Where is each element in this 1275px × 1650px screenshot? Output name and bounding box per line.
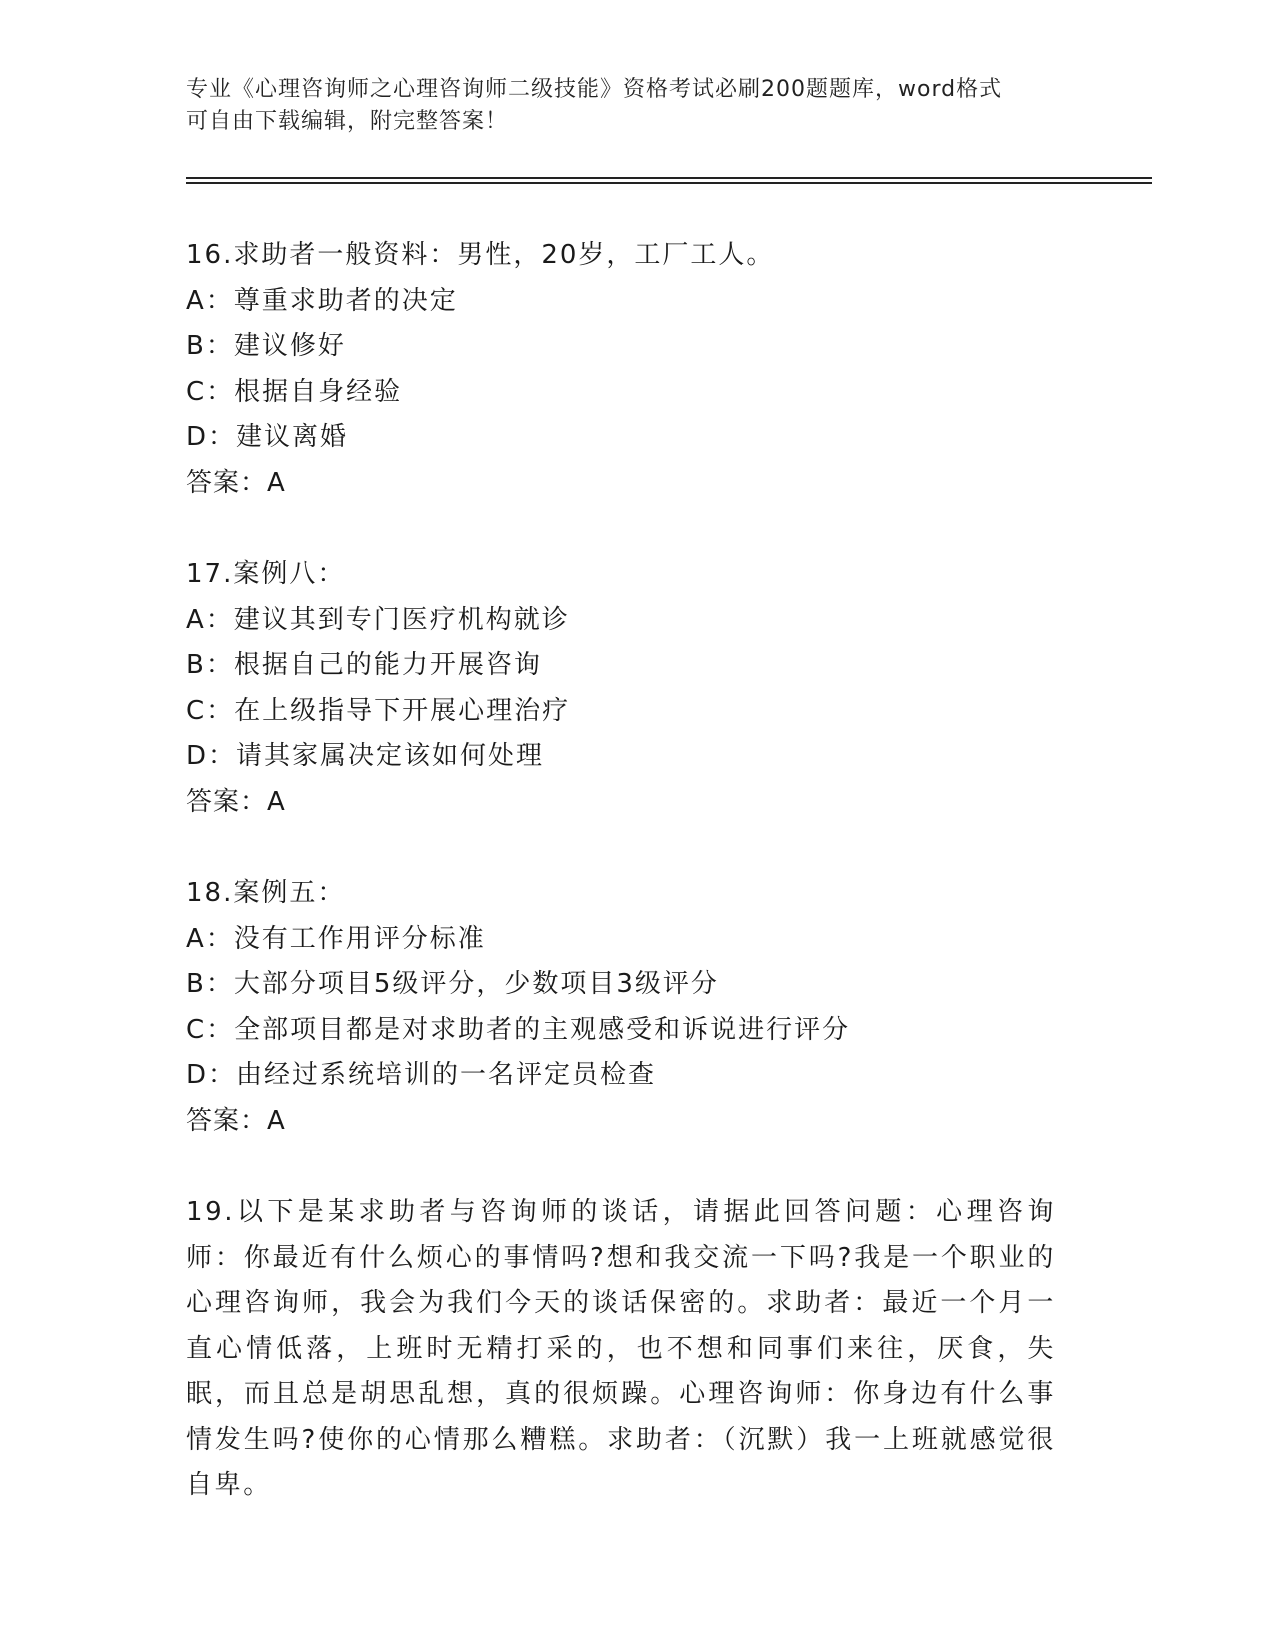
option-a: A：建议其到专门医疗机构就诊	[186, 604, 570, 635]
option-d: D：由经过系统培训的一名评定员检查	[186, 1060, 657, 1090]
option-c: C：根据自身经验	[186, 376, 403, 407]
question-19	[186, 1190, 1066, 1509]
question-18	[186, 871, 1066, 1144]
option-a: A：没有工作用评分标准	[186, 923, 486, 954]
option-d: D：建议离婚	[186, 422, 349, 452]
question-stem: 19.以下是某求助者与咨询师的谈话，请据此回答问题：心理咨询师：你最近有什么烦心的事情吗?想和我交流一下吗?我是一个职业的心理咨询师，我会为我们今天的谈话保密的。求助者：最近一个月一直心情低落，上班时无精打采的，也不想和同事们来往，厌食，失眠，而且总是胡思乱想，真的很烦躁。心理咨询师：你身边有什么事情发生吗?使你的心情那么糟糕。求助者：（沉默）我一上班就感觉很自卑。	[186, 1197, 1056, 1500]
header-line-1: 专业《心理咨询师之心理咨询师二级技能》资格考试必刷200题题库，word格式	[186, 77, 1003, 102]
question-stem: 18.案例五：	[186, 878, 346, 908]
option-b: B：大部分项目5级评分，少数项目3级评分	[186, 969, 719, 999]
question-16	[186, 233, 1066, 506]
option-a: A：尊重求助者的决定	[186, 285, 458, 316]
option-b: B：根据自己的能力开展咨询	[186, 650, 542, 680]
option-d: D：请其家属决定该如何处理	[186, 741, 545, 771]
header-divider-bottom	[186, 182, 1152, 184]
document-header	[186, 74, 1066, 138]
answer-label: 答案：A	[186, 467, 286, 498]
header-line-2: 可自由下载编辑，附完整答案！	[186, 109, 509, 134]
question-stem: 16.求助者一般资料：男性，20岁，工厂工人。	[186, 240, 775, 270]
question-17	[186, 552, 1066, 825]
answer-label: 答案：A	[186, 786, 286, 817]
question-stem: 17.案例八：	[186, 559, 346, 589]
header-divider-top	[186, 177, 1152, 179]
option-b: B：建议修好	[186, 331, 346, 361]
option-c: C：全部项目都是对求助者的主观感受和诉说进行评分	[186, 1014, 851, 1045]
answer-label: 答案：A	[186, 1105, 286, 1136]
option-c: C：在上级指导下开展心理治疗	[186, 695, 571, 726]
